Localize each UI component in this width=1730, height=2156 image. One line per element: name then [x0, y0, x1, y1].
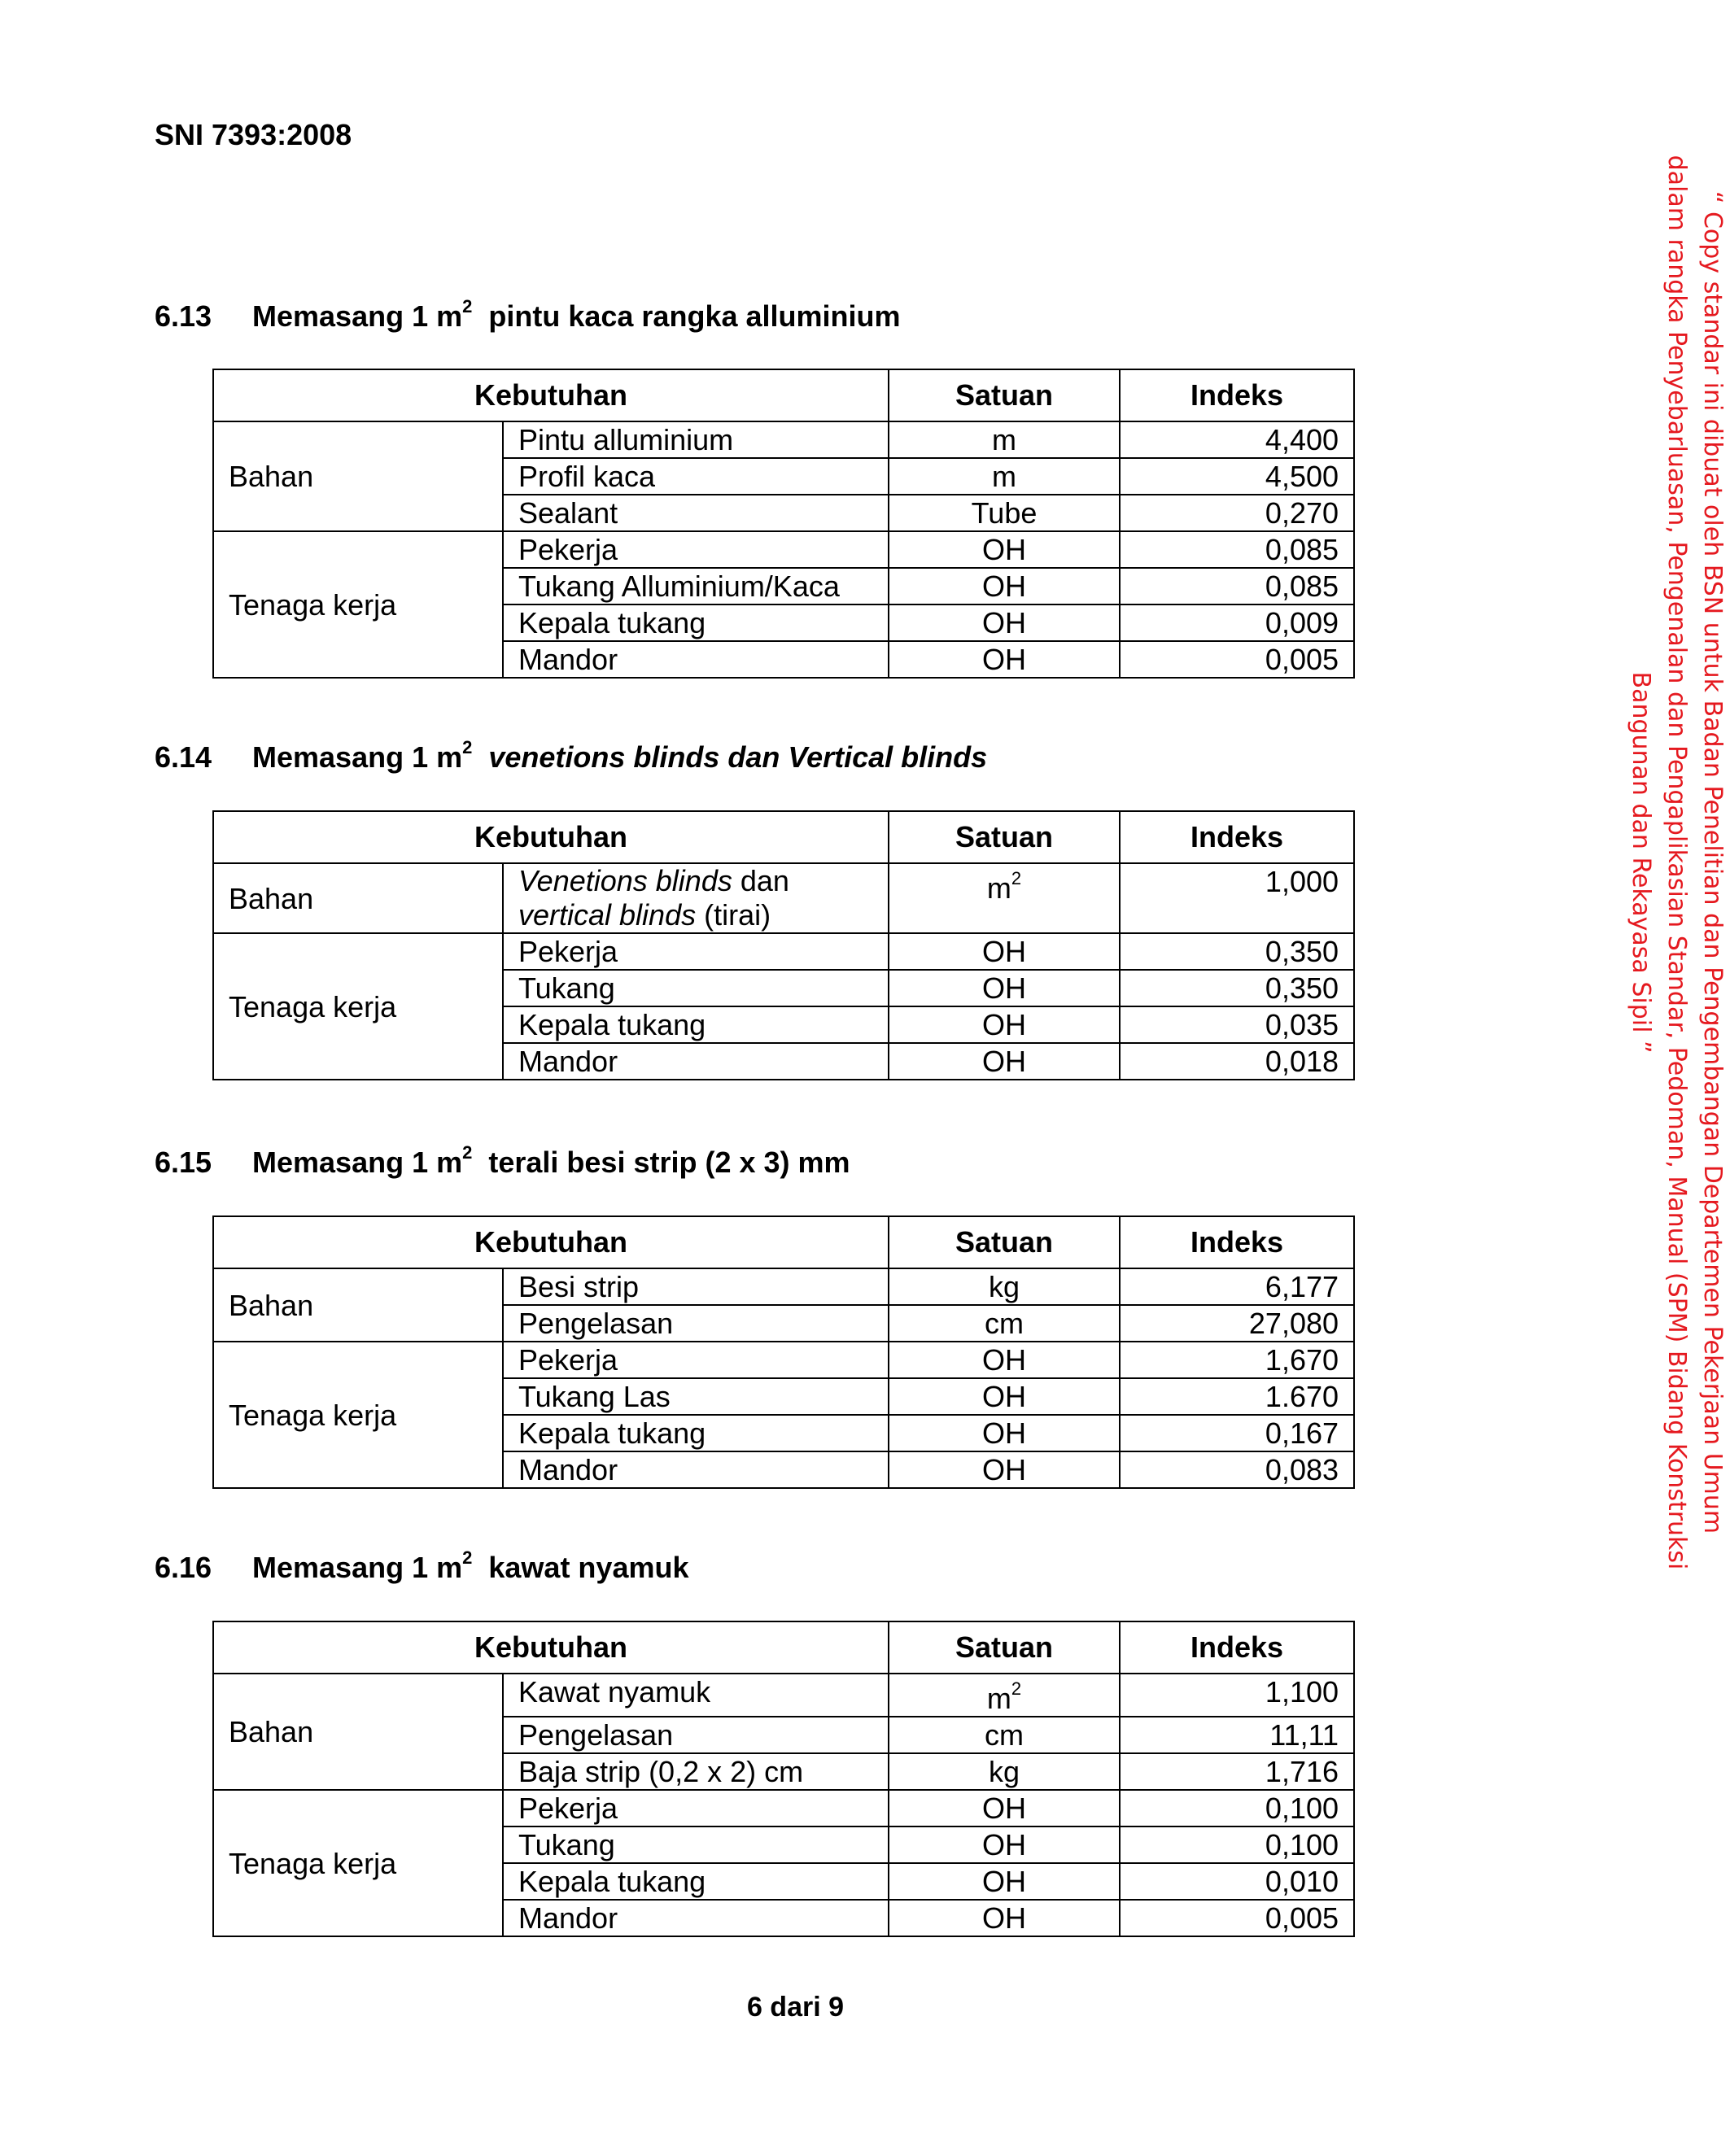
table-row [213, 1342, 1354, 1378]
section-title-text: pintu kaca rangka alluminium [488, 299, 901, 333]
item-unit: OH [889, 1043, 1120, 1080]
item-unit: OH [889, 1378, 1120, 1415]
table-row [213, 1790, 1354, 1826]
superscript: 2 [462, 737, 473, 757]
item-unit: OH [889, 641, 1120, 678]
table-row [213, 1674, 1354, 1717]
header-kebutuhan: Kebutuhan [213, 1621, 889, 1674]
item-index: 0,035 [1120, 1006, 1354, 1043]
header-indeks: Indeks [1120, 1216, 1354, 1268]
item-name: Pintu alluminium [503, 421, 889, 458]
section-number: 6.13 [155, 299, 212, 333]
item-index: 0,100 [1120, 1790, 1354, 1826]
item-unit: OH [889, 933, 1120, 970]
group-label: Bahan [213, 863, 503, 933]
item-index: 11,11 [1120, 1717, 1354, 1753]
section-title-text: venetions blinds dan Vertical blinds [488, 740, 988, 774]
table-row [213, 933, 1354, 970]
section-title-prefix: Memasang 1 m [252, 1551, 463, 1584]
header-kebutuhan: Kebutuhan [213, 811, 889, 863]
item-unit: OH [889, 604, 1120, 641]
table-row [213, 863, 1354, 933]
header-kebutuhan: Kebutuhan [213, 1216, 889, 1268]
item-name: Mandor [503, 1043, 889, 1080]
section-number: 6.15 [155, 1146, 212, 1179]
item-unit: kg [889, 1268, 1120, 1305]
requirements-table-6-16 [212, 1621, 1355, 1937]
item-unit [889, 1674, 1120, 1717]
item-unit: m [889, 458, 1120, 495]
item-name: Tukang [503, 970, 889, 1006]
item-index: 0,085 [1120, 568, 1354, 604]
item-name-text: dan [732, 864, 789, 897]
item-name: Profil kaca [503, 458, 889, 495]
item-index: 1,670 [1120, 1342, 1354, 1378]
section-title-6-13 [155, 296, 901, 334]
item-name: Kepala tukang [503, 1863, 889, 1900]
item-name: Baja strip (0,2 x 2) cm [503, 1753, 889, 1790]
item-name-text: (tirai) [696, 898, 771, 932]
watermark-line-1: “ Copy standar ini dibuat oleh BSN untuk Badan Penelitian dan Pengembangan Departemen Pekerjaan Umum [1698, 190, 1727, 1534]
section-number: 6.14 [155, 740, 212, 774]
table-header-row [213, 369, 1354, 421]
item-unit: OH [889, 1006, 1120, 1043]
item-index: 1,000 [1120, 863, 1354, 933]
header-kebutuhan: Kebutuhan [213, 369, 889, 421]
item-name: Mandor [503, 641, 889, 678]
item-index: 4,400 [1120, 421, 1354, 458]
table-row [213, 421, 1354, 458]
superscript: 2 [462, 1142, 473, 1163]
item-name: Besi strip [503, 1268, 889, 1305]
unit-text: m [986, 1682, 1011, 1715]
section-title-prefix: Memasang 1 m [252, 740, 463, 774]
item-name: Tukang Las [503, 1378, 889, 1415]
item-name: Pekerja [503, 933, 889, 970]
watermark-line-2: dalam rangka Penyebarluasan, Pengenalan dan Pengaplikasian Standar, Pedoman, Manual (SPM) Bidang Konstruksi Bangunan dan Rekayasa Sipil ” [1627, 155, 1691, 1570]
page-number: 6 dari 9 [746, 1992, 845, 2023]
item-index: 0,083 [1120, 1451, 1354, 1488]
header-satuan: Satuan [889, 369, 1120, 421]
section-title-6-16 [155, 1547, 689, 1585]
document-code: SNI 7393:2008 [155, 118, 352, 151]
unit-text: m [986, 871, 1011, 905]
item-index: 0,005 [1120, 641, 1354, 678]
table-header-row [213, 1621, 1354, 1674]
requirements-table-6-14 [212, 810, 1355, 1080]
item-unit: OH [889, 1790, 1120, 1826]
section-title-prefix: Memasang 1 m [252, 1146, 463, 1179]
table-header-row [213, 811, 1354, 863]
item-index: 0,085 [1120, 531, 1354, 568]
header-satuan: Satuan [889, 811, 1120, 863]
header-indeks: Indeks [1120, 811, 1354, 863]
item-unit: OH [889, 568, 1120, 604]
item-unit: OH [889, 970, 1120, 1006]
item-unit: cm [889, 1305, 1120, 1342]
item-name: Pekerja [503, 1342, 889, 1378]
item-name: Pengelasan [503, 1717, 889, 1753]
requirements-table-6-13 [212, 369, 1355, 679]
group-label: Bahan [213, 1268, 503, 1342]
item-name: Kawat nyamuk [503, 1674, 889, 1717]
item-name: Kepala tukang [503, 1415, 889, 1451]
group-label: Tenaga kerja [213, 1342, 503, 1488]
item-name: Kepala tukang [503, 1006, 889, 1043]
item-name: Tukang Alluminium/Kaca [503, 568, 889, 604]
item-unit [889, 863, 1120, 933]
item-unit: OH [889, 1826, 1120, 1863]
item-name [503, 863, 889, 933]
item-index: 0,167 [1120, 1415, 1354, 1451]
header-satuan: Satuan [889, 1216, 1120, 1268]
group-label: Bahan [213, 1674, 503, 1790]
item-index: 1,100 [1120, 1674, 1354, 1717]
group-label: Tenaga kerja [213, 531, 503, 678]
item-unit: OH [889, 1900, 1120, 1936]
group-label: Tenaga kerja [213, 1790, 503, 1936]
table-row [213, 1268, 1354, 1305]
item-unit: OH [889, 531, 1120, 568]
item-index: 0,350 [1120, 933, 1354, 970]
item-name-italic: Venetions blinds [518, 864, 732, 897]
item-name: Pekerja [503, 531, 889, 568]
item-index: 1.670 [1120, 1378, 1354, 1415]
copyright-watermark [1623, 130, 1730, 1595]
item-index: 0,009 [1120, 604, 1354, 641]
item-index: 4,500 [1120, 458, 1354, 495]
table-header-row [213, 1216, 1354, 1268]
item-unit: OH [889, 1415, 1120, 1451]
item-unit: m [889, 421, 1120, 458]
section-title-text: kawat nyamuk [488, 1551, 689, 1584]
section-title-6-15 [155, 1142, 850, 1180]
item-index: 0,010 [1120, 1863, 1354, 1900]
item-name: Mandor [503, 1900, 889, 1936]
item-index: 0,018 [1120, 1043, 1354, 1080]
item-unit: Tube [889, 495, 1120, 531]
superscript: 2 [1011, 868, 1022, 888]
item-index: 6,177 [1120, 1268, 1354, 1305]
item-unit: kg [889, 1753, 1120, 1790]
section-number: 6.16 [155, 1551, 212, 1584]
item-name: Kepala tukang [503, 604, 889, 641]
section-title-prefix: Memasang 1 m [252, 299, 463, 333]
group-label: Bahan [213, 421, 503, 531]
group-label: Tenaga kerja [213, 933, 503, 1080]
header-indeks: Indeks [1120, 369, 1354, 421]
item-name: Mandor [503, 1451, 889, 1488]
superscript: 2 [462, 1547, 473, 1568]
item-unit: OH [889, 1451, 1120, 1488]
item-name: Pengelasan [503, 1305, 889, 1342]
item-index: 27,080 [1120, 1305, 1354, 1342]
table-row [213, 531, 1354, 568]
superscript: 2 [1011, 1678, 1022, 1699]
item-unit: OH [889, 1342, 1120, 1378]
item-unit: OH [889, 1863, 1120, 1900]
item-name-italic: vertical blinds [518, 898, 697, 932]
item-index: 0,005 [1120, 1900, 1354, 1936]
section-title-6-14 [155, 737, 988, 775]
superscript: 2 [462, 296, 473, 316]
item-index: 0,100 [1120, 1826, 1354, 1863]
item-name: Pekerja [503, 1790, 889, 1826]
header-indeks: Indeks [1120, 1621, 1354, 1674]
header-satuan: Satuan [889, 1621, 1120, 1674]
item-index: 0,270 [1120, 495, 1354, 531]
item-index: 1,716 [1120, 1753, 1354, 1790]
requirements-table-6-15 [212, 1215, 1355, 1489]
item-name: Sealant [503, 495, 889, 531]
item-unit: cm [889, 1717, 1120, 1753]
section-title-text: terali besi strip (2 x 3) mm [488, 1146, 850, 1179]
item-name: Tukang [503, 1826, 889, 1863]
item-index: 0,350 [1120, 970, 1354, 1006]
